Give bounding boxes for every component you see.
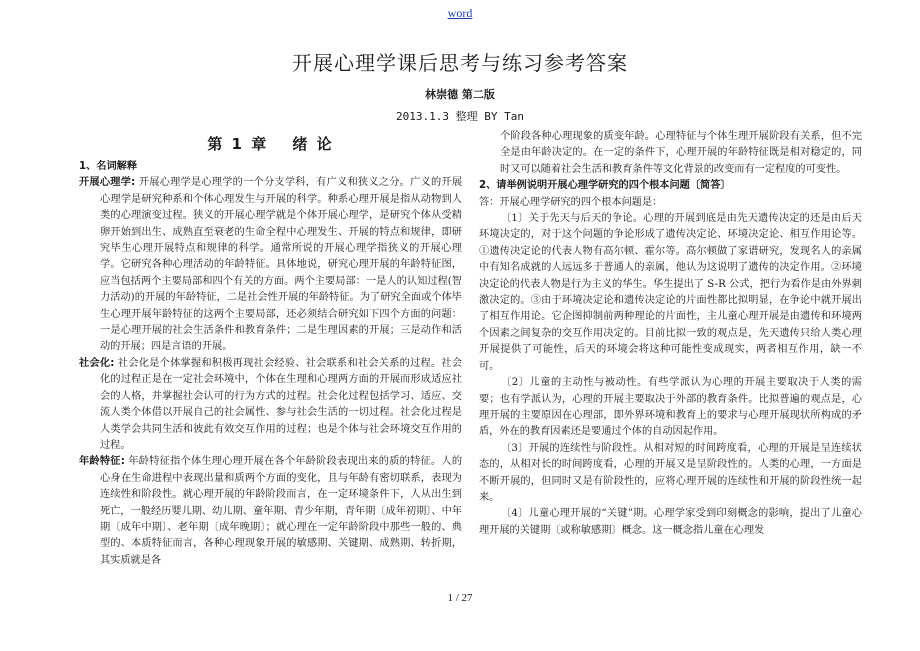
left-column xyxy=(79,133,462,569)
answer-paragraph: 〔4〕儿童心理开展的“关键”期。心理学家受到印刻概念的影响，提出了儿童心理开展的关键期〔或称敏感期〕概念。这一概念指儿童在心理发 xyxy=(479,508,862,536)
term-definition xyxy=(79,454,462,569)
term-text: 开展心理学是心理学的一个分支学科，有广义和狭义之分。广义的开展心理学是研究种系和个体心理发生与开展的科学。种系心理开展是指从动物到人类的心理演变过程。狭义的开展心理学就是个体开展心理学，是研究个体从受精卵开始到出生、成熟直至衰老的生命全程中心理发生、开展的特点和规律，即研究毕生心理开展特点和规律的科学。通常所说的开展心理学指狭义的开展心理学。它研究各种心理活动的年龄特征。具体地说，研究心理开展的年龄特征图，应当包括两个主要局部和四个有关的方面。两个主要局部：一是人的认知过程(智力活动)的开展的年龄特征，二是社会性开展的年龄特征。为了研究全面或个体毕生心理开展年龄特征的这两个主要局部，还必须结合研究如下四个方面的问题：一是心理开展的社会生活条件和教育条件；二是生理因素的开展；三是动作和活动的开展；四是言语的开展。 xyxy=(100,177,463,353)
term-text: 社会化是个体掌握和积极再现社会经验、社会联系和社会关系的过程。社会化的过程正是在一定社会环境中，个体在生理和心理两方面的开展而形成适应社会的人格，并掌握社会认可的行为方式的过程。社会化过程包括学习、适应、交流人类个体借以开展自己的社会属性、参与社会生活的一切过程。社会化过程是人类学会共同生活和彼此有效交互作用的过程；也是个体与社会环境交互作用的过程。 xyxy=(100,357,463,451)
section-heading: 1、名词解释 xyxy=(79,161,138,172)
term-definition xyxy=(79,356,462,454)
section-heading: 2、请举例说明开展心理学研究的四个根本问题〔简答〕 xyxy=(479,180,731,192)
document-date: 2013.1.3 整理 BY Tan xyxy=(396,110,524,123)
continuation-text: 个阶段各种心理现象的质变年龄。心理特征与个体生理开展阶段有关系，但不完全是由年龄决定的。在一定的条件下，心理开展的年龄特征既是相对稳定的，同时又可以随着社会生活和教育条件等文化背景的改变而有一定程度的可变性。 xyxy=(500,131,862,175)
term-label: 社会化: xyxy=(79,357,115,369)
answer-paragraph: 〔3〕开展的连续性与阶段性。从相对短的时间跨度看，心理的开展是呈连续状态的，从相对长的时间跨度看，心理的开展又是呈阶段性的。人类的心理，一方面是不断开展的，但同时又是有阶段性的，应将心理开展的连续性和开展的阶段性统一起来。 xyxy=(479,442,862,503)
right-column xyxy=(479,129,862,539)
answer-paragraph: 〔2〕儿童的主动性与被动性。有些学派认为心理的开展主要取决于人类的需要；也有学派认为，心理的开展主要取决于外部的教育条件。比拟普遍的观点是，心理开展的主要原因在心理部，即外界环境和教育上的要求与心理开展现状所构成的矛盾，外在的教育因素还是要通过个体的自动因起作用。 xyxy=(479,377,862,438)
term-text: 年龄特征指个体生理心理开展在各个年龄阶段表现出来的质的特征。人的心身在生命进程中表现出量和质两个方面的变化，且与年龄有密切联系，表现为连续性和阶段性。就心理开展的年龄阶段而言，在一定环境条件下，人从出生到死亡，一般经历婴儿期、幼儿期、童年期、青少年期，青年期〔成年初期〕、中年期〔成年中期〕、老年期〔成年晚期〕；就心理在一定年龄阶段中那些一般的、典型的、本质特征而言，各种心理现象开展的敏感期、关键期、成熟期、转折期，其实质就是各 xyxy=(100,456,463,566)
document-title: 开展心理学课后思考与练习参考答案 xyxy=(292,51,628,75)
term-definition xyxy=(79,175,462,355)
chapter-title: 第 1 章 绪 论 xyxy=(207,135,334,153)
answer-paragraph: 〔1〕关于先天与后天的争论。心理的开展到底是由先天遗传决定的还是由后天环境决定的，对于这个问题的争论形成了遗传决定论、环境决定论、相互作用论等。①遗传决定论的代表人物有高尔顿、霍尔等。高尔顿做了家谱研究，发现名人的亲属中有知名成就的人远远多于普通人的亲属，他认为这说明了遗传的决定作用。②环境决定论的代表人物是行为主义的华生。华生提出了 S-R 公式，把行为看作是由外界刺激决定的。③由于环境决定论和遗传决定论的片面性都比拟明显，在争论中就开展出了相互作用论。它企图抑制前两种理论的片面性，主儿童心理开展是由遗传和环境两个因素之间复杂的交互作用决定的。目前比拟一致的观点是，先天遗传只给人类心理开展提供了可能性，后天的环境会将这种可能性变成现实，两者相互作用，缺一不可。 xyxy=(479,213,862,372)
document-author: 林崇德 第二版 xyxy=(425,88,495,101)
answer-intro: 答：开展心理学研究的四个根本问题是： xyxy=(479,196,663,208)
page-number: 1 / 27 xyxy=(447,592,473,604)
header-word-link[interactable]: word xyxy=(447,6,473,20)
term-label: 开展心理学: xyxy=(79,177,136,189)
term-label: 年龄特征: xyxy=(79,456,125,468)
